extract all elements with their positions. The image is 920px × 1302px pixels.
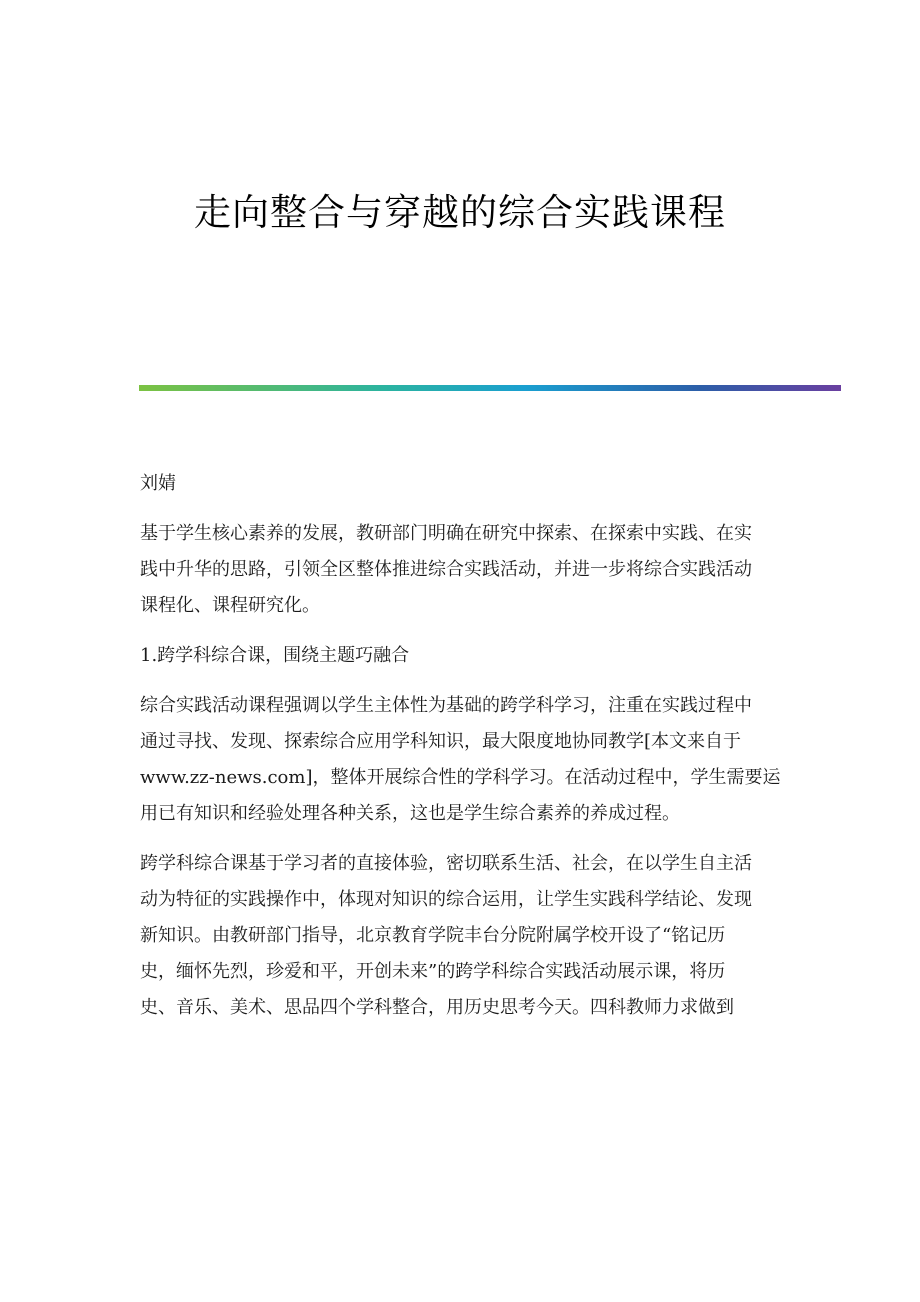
paragraph-line: 综合实践活动课程强调以学生主体性为基础的跨学科学习，注重在实践过程中 — [140, 695, 752, 716]
author-name: 刘婧 — [140, 473, 176, 494]
paragraph-showcase-class — [140, 846, 772, 1026]
paragraph-cross-discipline — [140, 688, 781, 832]
section-heading-1 — [140, 638, 772, 674]
section-heading: 1.跨学科综合课，围绕主题巧融合 — [140, 645, 410, 666]
paragraph-line: 践中升华的思路，引领全区整体推进综合实践活动，并进一步将综合实践活动 — [140, 559, 752, 580]
paragraph-line: www.zz-news.com]，整体开展综合性的学科学习。在活动过程中，学生需要运 — [140, 767, 781, 788]
paragraph-line: 史、音乐、美术、思品四个学科整合，用历史思考今天。四科教师力求做到 — [140, 997, 734, 1018]
document-title: 走向整合与穿越的综合实践课程 — [194, 191, 726, 234]
paragraph-intro — [140, 516, 772, 624]
title-divider — [139, 385, 841, 391]
paragraph-line: 动为特征的实践操作中，体现对知识的综合运用，让学生实践科学结论、发现 — [140, 889, 752, 910]
document-body — [140, 466, 781, 1040]
paragraph-line: 课程化、课程研究化。 — [140, 595, 320, 616]
paragraph-line: 通过寻找、发现、探索综合应用学科知识，最大限度地协同教学[本文来自于 — [140, 731, 742, 752]
paragraph-line: 史，缅怀先烈，珍爱和平，开创未来”的跨学科综合实践活动展示课，将历 — [140, 961, 726, 982]
paragraph-line: 新知识。由教研部门指导，北京教育学院丰台分院附属学校开设了“铭记历 — [140, 925, 726, 946]
paragraph-line: 用已有知识和经验处理各种关系，这也是学生综合素养的养成过程。 — [140, 803, 680, 824]
paragraph-line: 跨学科综合课基于学习者的直接体验，密切联系生活、社会，在以学生自主活 — [140, 853, 752, 874]
paragraph-line: 基于学生核心素养的发展，教研部门明确在研究中探索、在探索中实践、在实 — [140, 523, 752, 544]
